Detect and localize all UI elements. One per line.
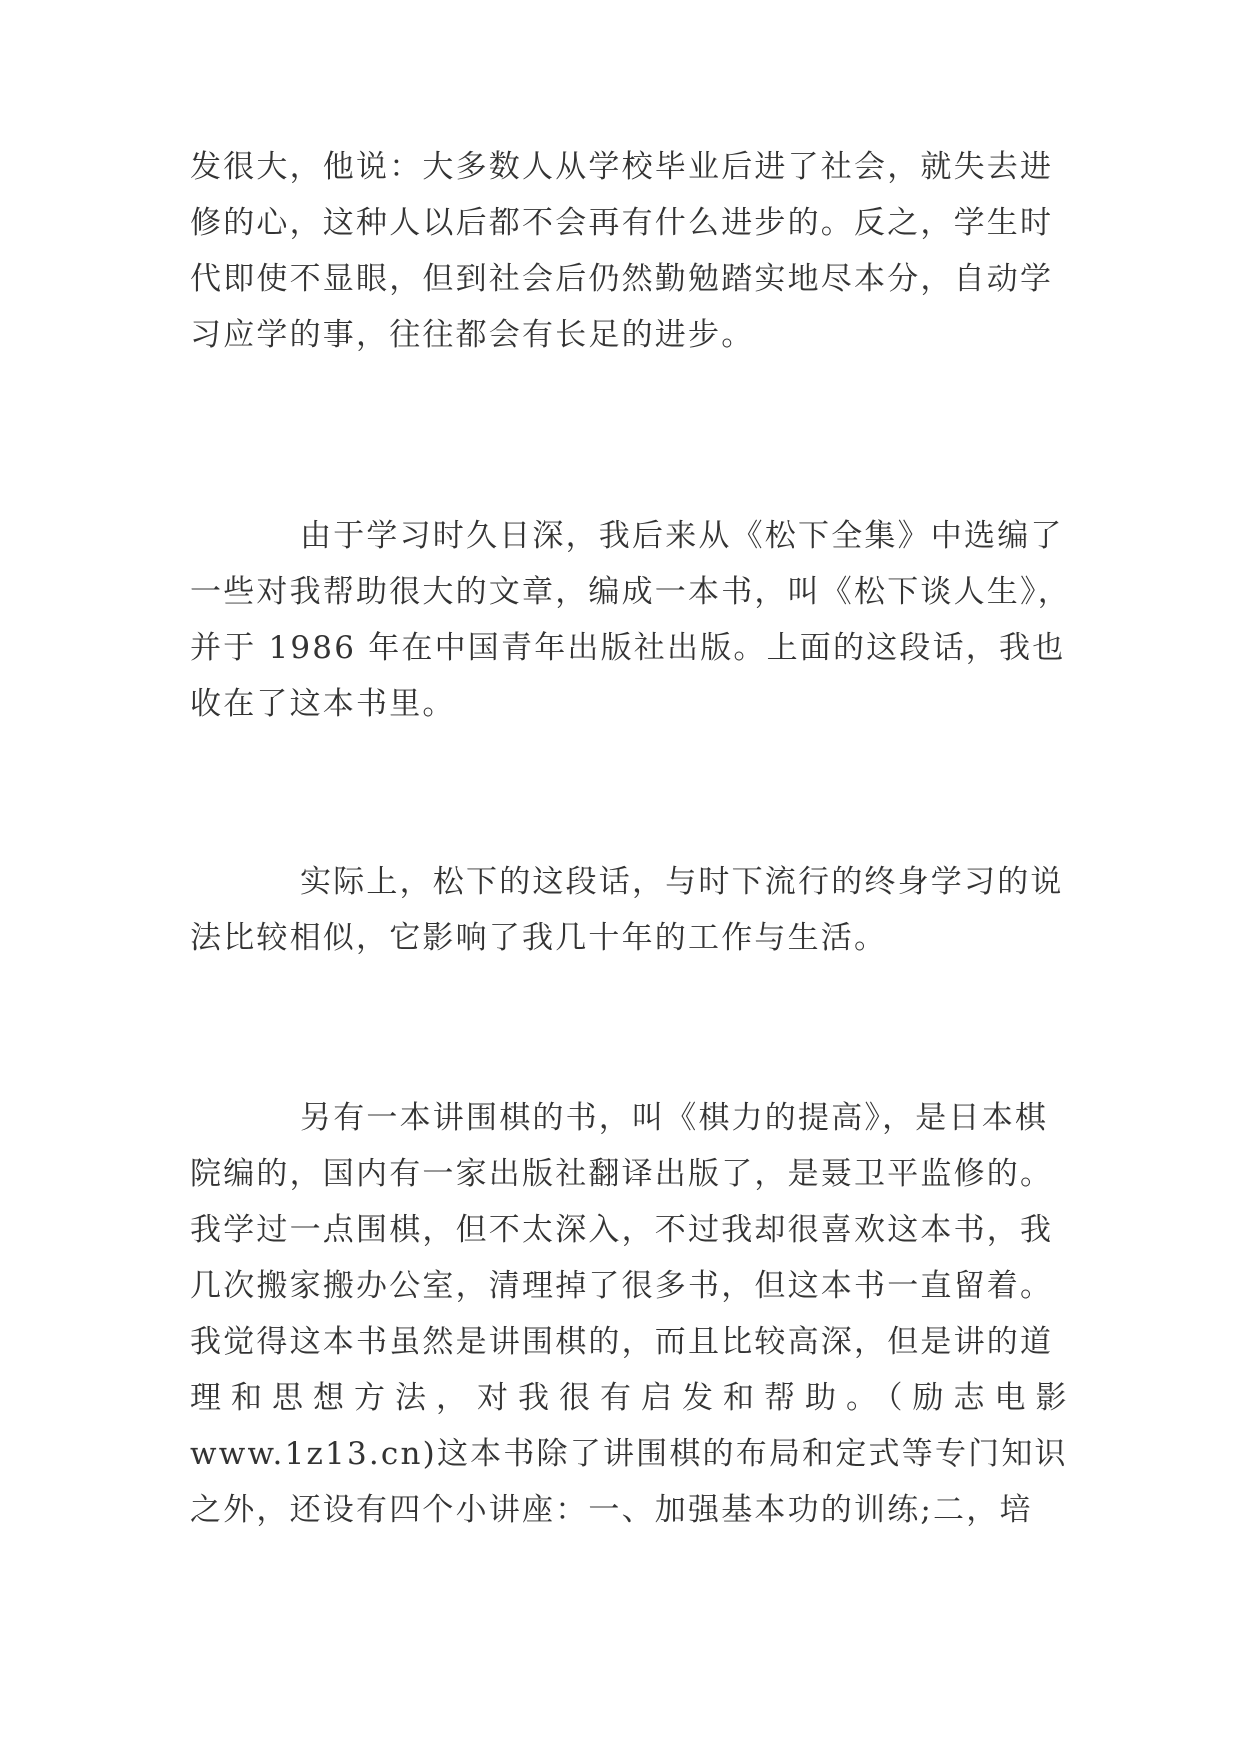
text-line: 我学过一点围棋，但不太深入，不过我却很喜欢这本书，我: [190, 1212, 1054, 1248]
text-line: 修的心，这种人以后都不会再有什么进步的。反之，学生时: [190, 205, 1054, 241]
text-line: 理和思想方法，对我很有启发和帮助。（励志电影: [190, 1380, 1077, 1416]
text-line: 并于 1986 年在中国青年出版社出版。上面的这段话，我也: [190, 630, 1066, 666]
text-line: 一些对我帮助很大的文章，编成一本书，叫《松下谈人生》，: [190, 574, 1071, 610]
text-line: 收在了这本书里。: [190, 686, 456, 722]
text-line: 习应学的事，往往都会有长足的进步。: [190, 317, 755, 353]
text-line: 实际上，松下的这段话，与时下流行的终身学习的说: [300, 864, 1064, 900]
text-line: 我觉得这本书虽然是讲围棋的，而且比较高深，但是讲的道: [190, 1324, 1054, 1360]
text-line: 院编的，国内有一家出版社翻译出版了，是聂卫平监修的。: [190, 1156, 1054, 1192]
text-line: 另有一本讲围棋的书，叫《棋力的提高》，是日本棋: [300, 1100, 1049, 1136]
text-line: www.1z13.cn)这本书除了讲围棋的布局和定式等专门知识: [190, 1436, 1068, 1472]
text-line: 之外，还设有四个小讲座：一、加强基本功的训练;二，培: [190, 1492, 1033, 1528]
text-line: 几次搬家搬办公室，清理掉了很多书，但这本书一直留着。: [190, 1268, 1054, 1304]
text-line: 法比较相似，它影响了我几十年的工作与生活。: [190, 920, 888, 956]
text-line: 代即使不显眼，但到社会后仍然勤勉踏实地尽本分，自动学: [190, 261, 1054, 297]
text-line: 由于学习时久日深，我后来从《松下全集》中选编了: [300, 518, 1064, 554]
text-line: 发很大，他说：大多数人从学校毕业后进了社会，就失去进: [190, 149, 1054, 185]
